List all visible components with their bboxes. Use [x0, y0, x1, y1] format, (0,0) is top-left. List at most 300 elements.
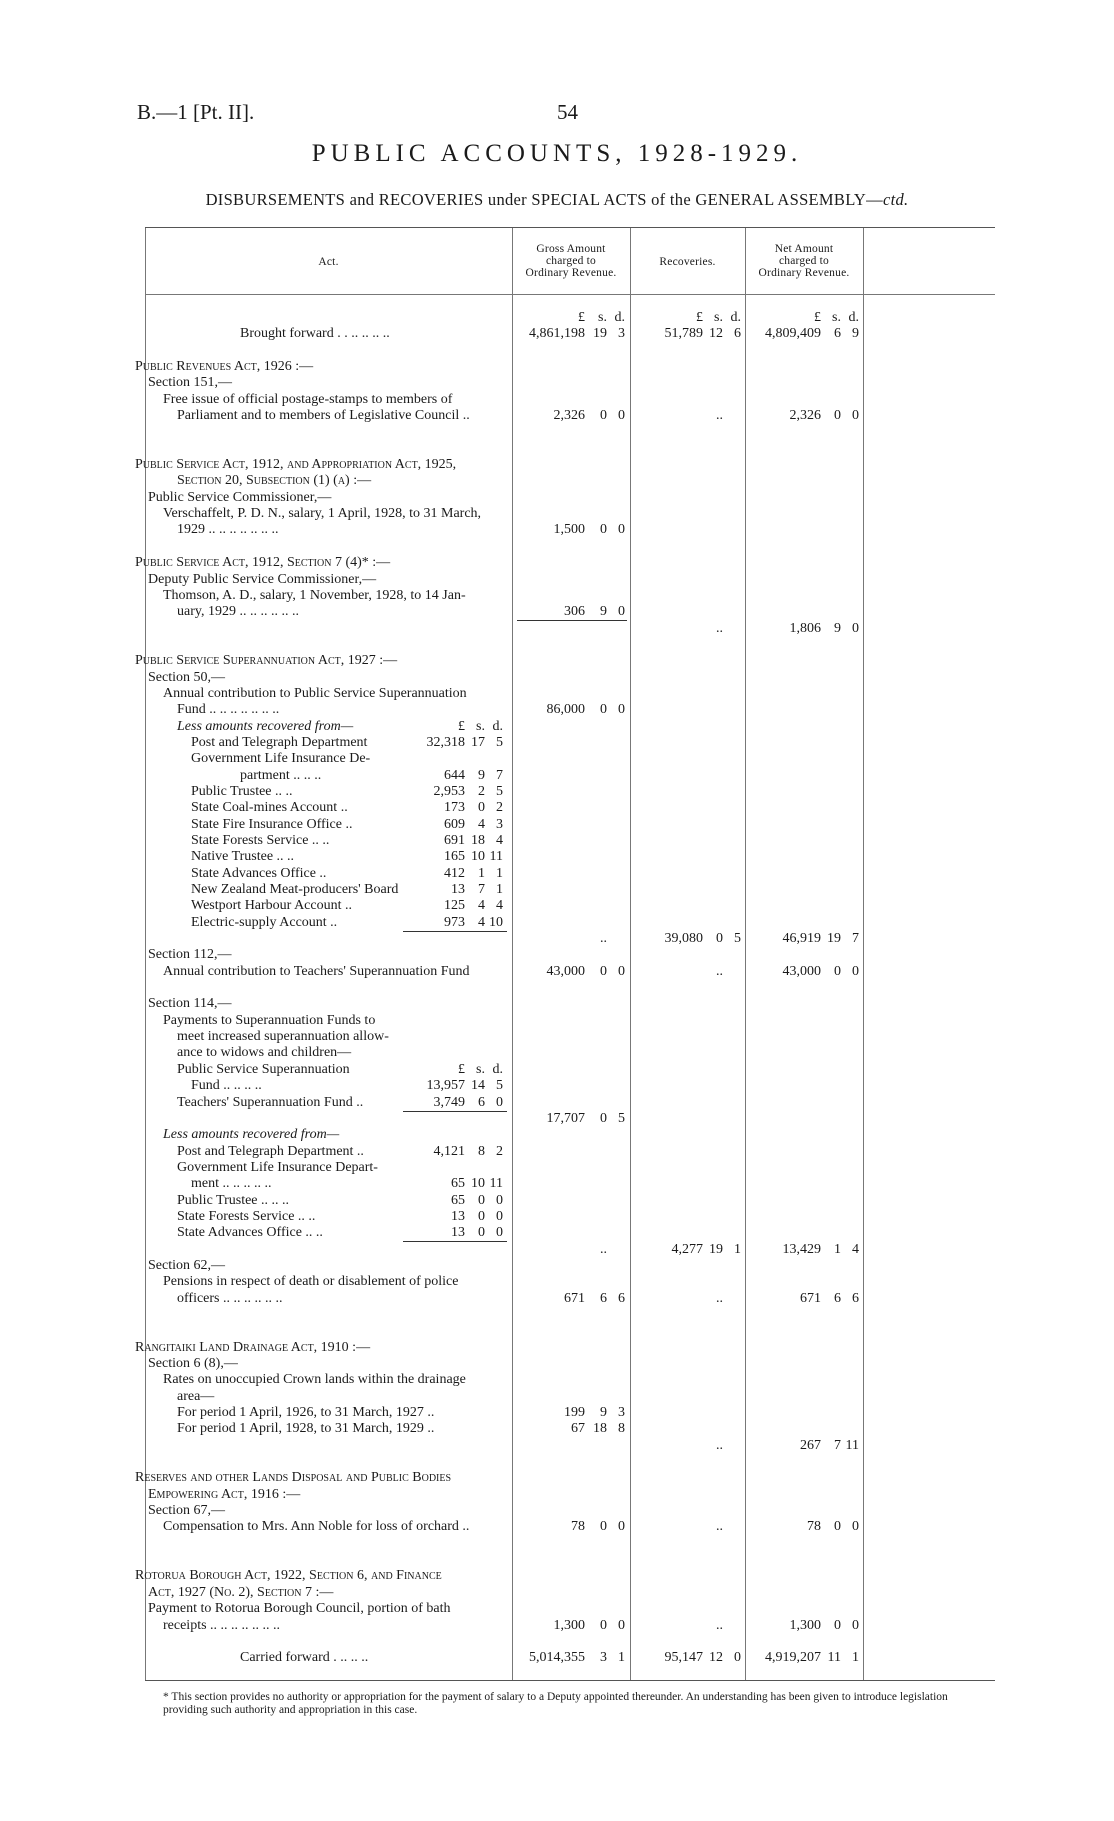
rec-unit-shillings: s. — [714, 310, 723, 325]
table-row — [145, 1176, 995, 1192]
table-row — [145, 473, 995, 489]
gross-amount-nil: .. — [600, 931, 607, 947]
gross-unit-shillings: s. — [598, 310, 607, 325]
row-description: Rates on unoccupied Crown lands within the drainage — [163, 1372, 466, 1388]
net-amount-pence: 11 — [845, 1437, 859, 1453]
table-row — [135, 1568, 995, 1584]
spacer-row — [145, 1536, 995, 1552]
net-amount-shillings: 6 — [834, 326, 841, 342]
row-description: Section 114,— — [148, 996, 232, 1012]
spacer-row — [145, 441, 995, 457]
gross-amount-shillings: 0 — [600, 1519, 607, 1535]
recoveries-amount-pence: 1 — [734, 1241, 741, 1257]
spacer-row — [145, 637, 995, 653]
gross-amount-pence: 3 — [618, 1405, 625, 1421]
sub-amount-pounds: 165 — [444, 849, 465, 865]
gross-amount-pence: 0 — [618, 702, 625, 718]
net-amount-pounds: 671 — [800, 1290, 821, 1306]
table-row — [145, 670, 995, 686]
sub-amount-pounds: 973 — [444, 914, 465, 930]
row-description: Payments to Superannuation Funds to — [163, 1012, 376, 1028]
net-amount-pence: 0 — [852, 620, 859, 636]
row-description: Public Trustee .. .. .. — [177, 1192, 290, 1208]
sub-amount-shillings: 0 — [478, 1225, 485, 1241]
table-row — [145, 996, 995, 1012]
net-amount-pounds: 1,300 — [789, 1617, 821, 1633]
table-row — [145, 898, 995, 914]
row-description: Public Service Superannuation — [177, 1061, 350, 1077]
gross-amount-pounds: 5,014,355 — [529, 1650, 585, 1666]
table-row — [145, 1144, 995, 1160]
row-description: partment .. .. .. — [240, 767, 322, 783]
gross-unit-pence: d. — [614, 310, 625, 325]
sub-amount-pence: 5 — [496, 783, 503, 799]
row-description: Fund .. .. .. .. .. .. .. — [177, 702, 280, 718]
row-description: Section 20, Subsection (1) (a) :— — [177, 473, 372, 489]
recoveries-amount-nil: .. — [716, 1617, 723, 1633]
row-description: Government Life Insurance Depart- — [177, 1159, 378, 1175]
table-row — [145, 1160, 995, 1176]
page-title: PUBLIC ACCOUNTS, 1928-1929. — [311, 140, 803, 167]
net-amount-pence: 0 — [852, 408, 859, 424]
table-row — [145, 1095, 995, 1111]
row-description: Annual contribution to Teachers' Superannuation Fund — [163, 963, 470, 979]
row-description: Section 50,— — [148, 669, 225, 685]
gross-amount-shillings: 3 — [600, 1650, 607, 1666]
row-description: Carried forward . .. .. .. — [240, 1650, 369, 1666]
table-row — [145, 686, 995, 702]
spacer-row — [145, 1634, 995, 1650]
gross-amount-pence: 0 — [618, 1519, 625, 1535]
table-row — [145, 1389, 995, 1405]
row-description: Rotorua Borough Act, 1922, Section 6, and Finance — [135, 1568, 442, 1584]
gross-amount-pounds: 43,000 — [546, 963, 585, 979]
row-description: Teachers' Superannuation Fund .. — [177, 1094, 364, 1110]
sub-amount-pounds: 32,318 — [426, 734, 465, 750]
sub-amount-shillings: 6 — [478, 1094, 485, 1110]
gross-amount-pounds: 2,326 — [553, 408, 585, 424]
net-amount-pounds: 1,806 — [789, 620, 821, 636]
row-description: Payment to Rotorua Borough Council, portion of bath — [148, 1601, 451, 1617]
spacer-row — [145, 1454, 995, 1470]
column-header-recoveries: Recoveries. — [659, 256, 716, 268]
net-amount-pence: 7 — [852, 931, 859, 947]
recoveries-amount-nil: .. — [716, 1290, 723, 1306]
row-description: officers .. .. .. .. .. .. — [177, 1290, 283, 1306]
gross-amount-pence: 3 — [618, 326, 625, 342]
page-reference: B.—1 [Pt. II]. — [137, 100, 255, 124]
page-number: 54 — [557, 100, 578, 124]
sub-amount-shillings: s. — [476, 1061, 485, 1077]
table-row — [145, 1618, 995, 1634]
net-unit-shillings: s. — [832, 310, 841, 325]
table-row — [145, 490, 995, 506]
sub-amount-pence: 0 — [496, 1192, 503, 1208]
net-unit-pounds: £ — [814, 310, 821, 325]
row-description: Less amounts recovered from— — [177, 718, 354, 734]
row-description: meet increased superannuation allow- — [177, 1029, 389, 1045]
row-description: Act, 1927 (No. 2), Section 7 :— — [148, 1584, 334, 1600]
net-amount-pounds: 43,000 — [782, 963, 821, 979]
table-row — [145, 392, 995, 408]
table-row — [145, 751, 995, 767]
table-row — [145, 833, 995, 849]
net-amount-shillings: 9 — [834, 620, 841, 636]
table-row — [145, 1013, 995, 1029]
row-description: New Zealand Meat-producers' Board — [191, 882, 399, 898]
footnote: * This section provides no authority or appropriation for the payment of salary to a Deputy appointed thereunder. An understanding has been given to introduce legislation providing such authority and appropriation in this case. — [163, 1691, 948, 1716]
gross-amount-pence: 0 — [618, 408, 625, 424]
net-amount-shillings: 1 — [834, 1241, 841, 1257]
row-description: State Advances Office .. — [191, 865, 327, 881]
gross-amount-shillings: 0 — [600, 522, 607, 538]
net-amount-shillings: 0 — [834, 408, 841, 424]
recoveries-amount-nil: .. — [716, 1437, 723, 1453]
table-row — [145, 522, 995, 538]
row-description: For period 1 April, 1928, to 31 March, 1929 .. — [177, 1421, 435, 1437]
page-subtitle: DISBURSEMENTS and RECOVERIES under SPECIAL ACTS of the GENERAL ASSEMBLY—ctd. — [205, 190, 909, 209]
recoveries-amount-shillings: 12 — [709, 1650, 723, 1666]
net-amount-shillings: 7 — [834, 1437, 841, 1453]
spacer-row — [145, 1552, 995, 1568]
sub-amount-shillings: 0 — [478, 800, 485, 816]
table-row — [145, 408, 995, 424]
table-row — [145, 735, 995, 751]
sub-amount-pence: 4 — [496, 833, 503, 848]
gross-amount-shillings: 9 — [600, 604, 607, 620]
net-amount-shillings: 0 — [834, 1519, 841, 1535]
sub-amount-shillings: 2 — [478, 783, 485, 799]
net-amount-shillings: 19 — [827, 931, 841, 947]
row-description: Post and Telegraph Department — [191, 734, 368, 750]
net-amount-pence: 0 — [852, 1519, 859, 1535]
column-header-gross: Gross Amount charged to Ordinary Revenue. — [525, 243, 617, 279]
sub-amount-shillings: 0 — [478, 1208, 485, 1224]
sub-amount-shillings: 4 — [478, 914, 485, 930]
row-description: uary, 1929 .. .. .. .. .. .. — [177, 604, 299, 620]
net-unit-pence: d. — [848, 310, 859, 325]
sub-amount-pounds: 2,953 — [433, 783, 465, 799]
row-description: Westport Harbour Account .. — [191, 898, 352, 914]
gross-amount-pence: 0 — [618, 963, 625, 979]
gross-amount-pounds: 306 — [564, 604, 585, 620]
gross-amount-nil: .. — [600, 1241, 607, 1257]
table-row — [145, 1650, 995, 1666]
sub-amount-pence: 1 — [496, 865, 503, 881]
gross-amount-pounds: 1,300 — [553, 1617, 585, 1633]
gross-amount-pounds: 671 — [564, 1290, 585, 1306]
table-row — [145, 817, 995, 833]
net-amount-pounds: 4,809,409 — [765, 326, 821, 342]
gross-amount-pence: 0 — [618, 522, 625, 538]
sub-amount-shillings: s. — [476, 718, 485, 734]
row-description: State Forests Service .. .. — [177, 1208, 316, 1224]
recoveries-amount-shillings: 0 — [716, 931, 723, 947]
gross-amount-pounds: 17,707 — [546, 1110, 585, 1126]
net-amount-pence: 0 — [852, 1617, 859, 1633]
table-row — [135, 1339, 995, 1356]
recoveries-amount-nil: .. — [716, 620, 723, 636]
row-description: Less amounts recovered from— — [163, 1127, 340, 1143]
row-description: Fund .. .. .. .. — [191, 1078, 262, 1094]
recoveries-amount-pounds: 95,147 — [664, 1650, 703, 1666]
spacer-row — [145, 539, 995, 555]
net-amount-pence: 9 — [852, 326, 859, 342]
sub-amount-pounds: £ — [458, 1061, 465, 1077]
gross-amount-shillings: 0 — [600, 1617, 607, 1633]
table-row — [145, 506, 995, 522]
net-amount-shillings: 6 — [834, 1290, 841, 1306]
table-row — [145, 1372, 995, 1388]
table-row — [145, 882, 995, 898]
sub-amount-shillings: 0 — [478, 1192, 485, 1208]
row-description: receipts .. .. .. .. .. .. .. — [163, 1617, 281, 1633]
sub-amount-shillings: 4 — [478, 816, 485, 832]
row-description: Rangitaiki Land Drainage Act, 1910 :— — [135, 1339, 371, 1355]
table-row — [145, 1585, 995, 1601]
table-row — [145, 1503, 995, 1519]
row-description: Section 6 (8),— — [148, 1356, 238, 1371]
sub-amount-shillings: 8 — [478, 1143, 485, 1159]
gross-amount-pounds: 4,861,198 — [529, 326, 585, 342]
row-description: Section 62,— — [148, 1257, 225, 1273]
sub-amount-shillings: 10 — [471, 849, 485, 865]
table-row — [145, 375, 995, 391]
row-description: Public Service Commissioner,— — [148, 489, 332, 505]
table-row — [145, 1421, 995, 1437]
sub-amount-shillings: 7 — [478, 882, 485, 898]
net-amount-pounds: 267 — [800, 1437, 821, 1453]
row-description: Parliament and to members of Legislative Council .. — [177, 408, 470, 424]
row-description: For period 1 April, 1926, to 31 March, 1927 .. — [177, 1405, 435, 1421]
row-description: Section 151,— — [148, 375, 232, 391]
gross-amount-pence: 8 — [618, 1421, 625, 1437]
gross-amount-pounds: 78 — [571, 1519, 585, 1535]
sub-amount-pence: 7 — [496, 767, 503, 783]
gross-amount-shillings: 0 — [600, 702, 607, 718]
table-row — [145, 588, 995, 604]
net-amount-pence: 1 — [852, 1650, 859, 1666]
row-description: Free issue of official postage-stamps to members of — [163, 391, 453, 407]
table-row — [145, 1111, 995, 1127]
table-row — [145, 800, 995, 816]
spacer-row — [145, 980, 995, 996]
row-description: Public Service Act, 1912, and Appropriation Act, 1925, — [135, 457, 457, 473]
sub-amount-pence: 4 — [496, 898, 503, 914]
sub-amount-pence: 11 — [489, 849, 503, 865]
sub-amount-pounds: £ — [458, 718, 465, 734]
table-row — [145, 1291, 995, 1307]
table-row — [145, 1225, 995, 1241]
recoveries-amount-shillings: 12 — [709, 326, 723, 342]
table-row — [145, 1519, 995, 1535]
table-row — [145, 310, 995, 326]
row-description: Public Service Act, 1912, Section 7 (4)* :— — [135, 555, 391, 571]
gross-amount-pence: 5 — [618, 1110, 625, 1126]
table-row — [145, 1601, 995, 1617]
table-row — [135, 359, 995, 375]
sub-amount-pence: 2 — [496, 800, 503, 816]
sub-amount-pounds: 4,121 — [433, 1143, 465, 1159]
table-row — [145, 1209, 995, 1225]
sub-amount-shillings: 4 — [478, 898, 485, 914]
sub-amount-pounds: 13 — [451, 1208, 465, 1224]
sub-amount-pounds: 412 — [444, 865, 465, 881]
gross-amount-shillings: 0 — [600, 963, 607, 979]
net-amount-pounds: 2,326 — [789, 408, 821, 424]
sub-amount-pence: 2 — [496, 1143, 503, 1159]
sub-amount-pence: 0 — [496, 1208, 503, 1224]
recoveries-amount-nil: .. — [716, 963, 723, 979]
sub-amount-pence: 5 — [496, 1078, 503, 1094]
gross-amount-shillings: 9 — [600, 1405, 607, 1421]
sub-amount-shillings: 9 — [478, 767, 485, 783]
row-description: Public Revenues Act, 1926 :— — [135, 359, 314, 375]
table-row — [145, 1487, 995, 1503]
row-description: State Coal-mines Account .. — [191, 800, 348, 816]
row-description: Verschaffelt, P. D. N., salary, 1 April, 1928, to 31 March, — [163, 506, 482, 522]
recoveries-amount-pounds: 51,789 — [664, 326, 703, 342]
table-row — [145, 849, 995, 865]
recoveries-amount-pounds: 39,080 — [664, 931, 703, 947]
table-row — [145, 1274, 995, 1290]
row-description: 1929 .. .. .. .. .. .. .. — [177, 522, 279, 538]
recoveries-amount-shillings: 19 — [709, 1241, 723, 1257]
row-description: Electric-supply Account .. — [191, 914, 338, 930]
table-row — [145, 1258, 995, 1274]
table-row — [135, 555, 995, 571]
row-description: State Advances Office .. .. — [177, 1225, 323, 1241]
recoveries-amount-nil: .. — [716, 1519, 723, 1535]
spacer-row — [145, 1307, 995, 1323]
sub-amount-pounds: 173 — [444, 800, 465, 816]
table-row — [145, 572, 995, 588]
table-row — [135, 457, 995, 473]
table-row — [145, 1242, 995, 1258]
table-row — [145, 784, 995, 800]
header-rule — [145, 294, 995, 295]
table-row — [145, 1356, 995, 1372]
net-amount-pounds: 46,919 — [782, 931, 821, 947]
gross-amount-pounds: 86,000 — [546, 702, 585, 718]
spacer-row — [145, 1323, 995, 1339]
spacer-row — [145, 343, 995, 359]
sub-amount-pounds: 3,749 — [433, 1094, 465, 1110]
sub-amount-pence: d. — [492, 718, 503, 734]
row-description: Thomson, A. D., salary, 1 November, 1928, to 14 Jan- — [163, 587, 466, 603]
table-row — [145, 1438, 995, 1454]
gross-amount-pounds: 199 — [564, 1405, 585, 1421]
recoveries-amount-pounds: 4,277 — [671, 1241, 703, 1257]
recoveries-amount-pence: 0 — [734, 1650, 741, 1666]
sub-amount-shillings: 18 — [471, 833, 485, 848]
gross-amount-pence: 6 — [618, 1290, 625, 1306]
gross-amount-pence: 0 — [618, 604, 625, 620]
net-amount-pence: 0 — [852, 963, 859, 979]
table-row — [145, 326, 995, 342]
table-row — [145, 621, 995, 637]
table-row — [145, 1127, 995, 1143]
table-row — [145, 1405, 995, 1421]
row-description: Deputy Public Service Commissioner,— — [148, 571, 377, 587]
table-row — [145, 1045, 995, 1061]
gross-amount-shillings: 6 — [600, 1290, 607, 1306]
table-row — [145, 604, 995, 620]
rec-unit-pounds: £ — [696, 310, 703, 325]
recoveries-amount-pence: 5 — [734, 931, 741, 947]
table-row — [145, 1078, 995, 1094]
sub-amount-pence: 0 — [496, 1094, 503, 1110]
row-description: Post and Telegraph Department .. — [177, 1143, 364, 1159]
sub-amount-pence: 5 — [496, 734, 503, 750]
row-description: ance to widows and children— — [177, 1045, 352, 1061]
accounts-table — [135, 227, 995, 1681]
sub-amount-shillings: 1 — [478, 865, 485, 881]
row-description: Section 67,— — [148, 1503, 225, 1519]
net-amount-pence: 6 — [852, 1290, 859, 1306]
row-description: Empowering Act, 1916 :— — [148, 1486, 301, 1502]
sub-amount-pence: 10 — [489, 914, 503, 930]
table-row — [135, 653, 995, 669]
spacer-row — [145, 424, 995, 440]
table-row — [145, 964, 995, 980]
recoveries-amount-nil: .. — [716, 408, 723, 424]
gross-amount-pence: 1 — [618, 1650, 625, 1666]
sub-amount-pence: d. — [492, 1061, 503, 1077]
gross-amount-shillings: 0 — [600, 1110, 607, 1126]
row-description: Compensation to Mrs. Ann Noble for loss of orchard .. — [163, 1519, 470, 1535]
gross-amount-pence: 0 — [618, 1617, 625, 1633]
column-header-act: Act. — [318, 256, 339, 268]
recoveries-amount-pence: 6 — [734, 326, 741, 342]
sub-amount-pence: 11 — [489, 1176, 503, 1192]
table-row — [145, 1029, 995, 1045]
sub-amount-pence: 3 — [496, 816, 503, 832]
table-body — [135, 310, 995, 1667]
sub-amount-pence: 0 — [496, 1225, 503, 1241]
row-description: Annual contribution to Public Service Superannuation — [163, 685, 467, 701]
sub-amount-shillings: 17 — [471, 734, 485, 750]
table-row — [145, 866, 995, 882]
gross-amount-shillings: 0 — [600, 408, 607, 424]
sub-amount-shillings: 14 — [471, 1078, 485, 1094]
rec-unit-pence: d. — [730, 310, 741, 325]
row-description: Section 112,— — [148, 947, 232, 963]
gross-amount-pounds: 1,500 — [553, 522, 585, 538]
net-amount-pounds: 13,429 — [782, 1241, 821, 1257]
net-amount-shillings: 0 — [834, 963, 841, 979]
net-amount-pounds: 4,919,207 — [765, 1650, 821, 1666]
table-row — [145, 1193, 995, 1209]
gross-unit-pounds: £ — [578, 310, 585, 325]
row-description: Brought forward . . .. .. .. .. — [240, 326, 390, 342]
row-description: Native Trustee .. .. — [191, 849, 295, 865]
table-row — [135, 1470, 995, 1486]
row-description: ment .. .. .. .. .. — [191, 1176, 272, 1192]
sub-amount-pounds: 609 — [444, 816, 465, 832]
sub-amount-shillings: 10 — [471, 1176, 485, 1192]
table-row — [145, 947, 995, 963]
net-amount-pounds: 78 — [807, 1519, 821, 1535]
row-description: Pensions in respect of death or disablement of police — [163, 1274, 459, 1290]
row-description: Government Life Insurance De- — [191, 751, 371, 767]
gross-amount-shillings: 18 — [593, 1421, 607, 1437]
sub-amount-pounds: 125 — [444, 898, 465, 914]
sub-amount-pounds: 13,957 — [426, 1078, 465, 1094]
table-row — [145, 719, 995, 735]
sub-amount-pounds: 691 — [444, 833, 465, 848]
column-header-net: Net Amount charged to Ordinary Revenue. — [758, 243, 850, 279]
